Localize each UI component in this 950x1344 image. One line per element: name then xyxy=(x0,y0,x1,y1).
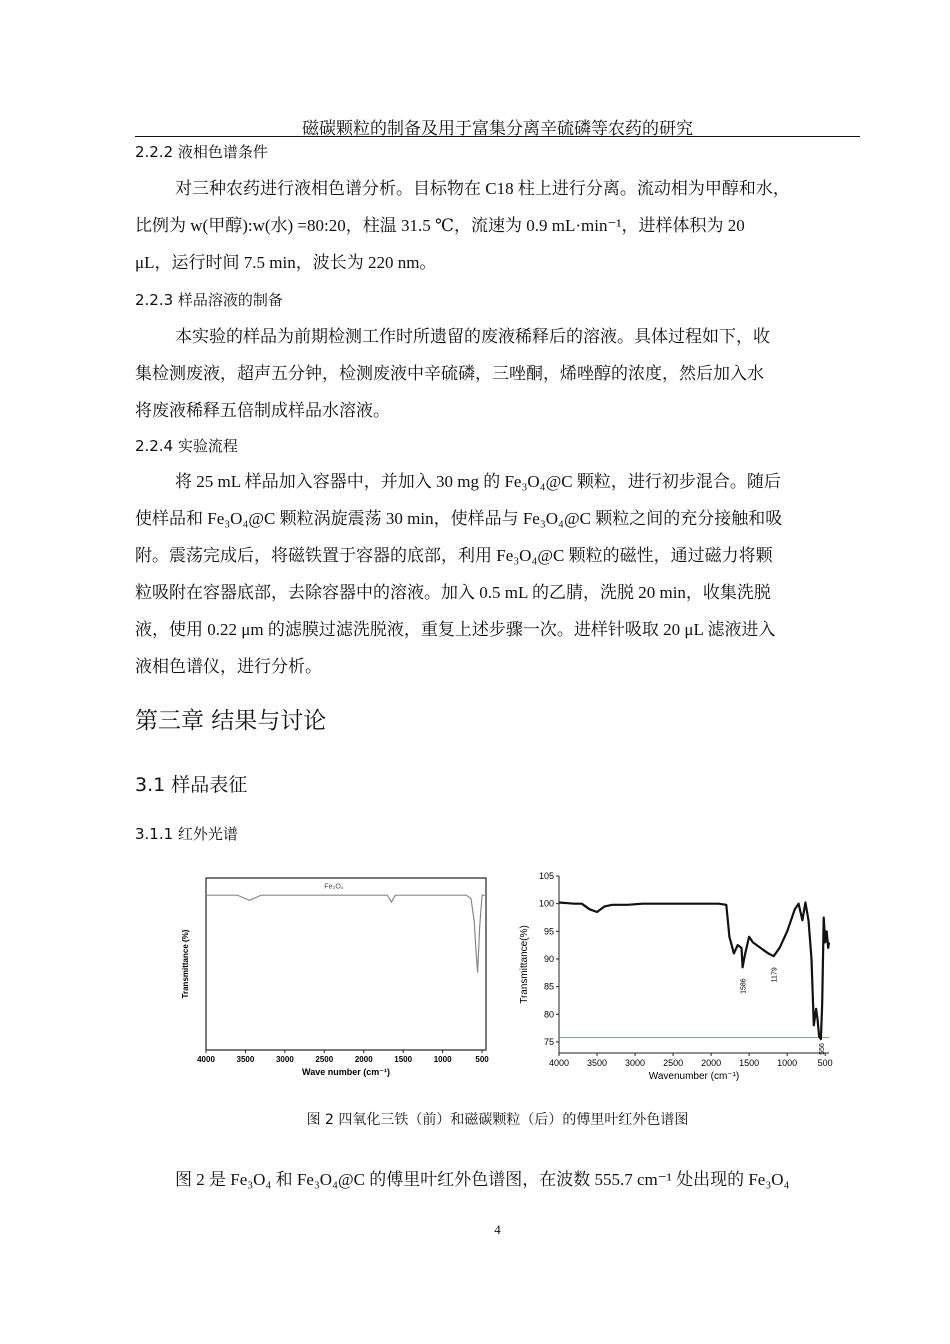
paragraph-2-2-3 xyxy=(135,318,859,429)
ftir-chart-fe3o4 xyxy=(170,868,500,1083)
section-heading-3-1: 3.1 样品表征 xyxy=(135,774,248,796)
paragraph-line: 使样品和 Fe₃O₄@C 颗粒涡旋震荡 30 min，使样品与 Fe₃O₄@C 颗粒之间的充分接触和吸 xyxy=(135,509,783,528)
figure-caption: 图 2 四氧化三铁（前）和磁碳颗粒（后）的傅里叶红外色谱图 xyxy=(306,1112,689,1128)
x-tick-label: 1500 xyxy=(394,1055,413,1064)
chapter-title: 第三章 结果与讨论 xyxy=(135,708,327,734)
paragraph-line: μL，运行时间 7.5 min，波长为 220 nm。 xyxy=(135,253,437,272)
y-axis-label: Transmittance(%) xyxy=(519,925,530,1004)
paragraph-line: 粒吸附在容器底部，去除容器中的溶液。加入 0.5 mL 的乙腈，洗脱 20 min，收集洗脱 xyxy=(135,583,771,602)
paragraph-line: 对三种农药进行液相色谱分析。目标物在 C18 柱上进行分离。流动相为甲醇和水， xyxy=(175,179,790,198)
x-tick-label: 2000 xyxy=(354,1055,373,1064)
y-tick-label: 95 xyxy=(543,926,554,937)
x-tick-label: 3500 xyxy=(236,1055,255,1064)
y-tick-label: 100 xyxy=(538,898,554,909)
x-tick-label: 1000 xyxy=(433,1055,452,1064)
paragraph-figure-discussion xyxy=(135,1161,859,1198)
paragraph-line: 将 25 mL 样品加入容器中，并加入 30 mg 的 Fe₃O₄@C 颗粒，进行初步混合。随后 xyxy=(175,472,781,491)
peak-annotation: 1179 xyxy=(771,967,779,983)
paragraph-line: 本实验的样品为前期检测工作时所遗留的废液稀释后的溶液。具体过程如下，收 xyxy=(175,327,770,346)
x-tick-label: 1500 xyxy=(739,1058,760,1068)
page-number: 4 xyxy=(494,1222,501,1237)
x-tick-label: 4000 xyxy=(548,1058,570,1068)
paragraph-line: 比例为 w(甲醇):w(水) =80:20，柱温 31.5 ℃，流速为 0.9 mL·min⁻¹，进样体积为 20 xyxy=(135,216,745,235)
peak-annotation: 556 xyxy=(818,1043,826,1055)
section-heading-2-2-3: 2.2.3 样品溶液的制备 xyxy=(135,291,283,309)
legend-label: Fe₃O₄ xyxy=(324,883,344,891)
paragraph-line: 液相色谱仪，进行分析。 xyxy=(135,657,322,676)
x-tick-label: 2500 xyxy=(663,1058,684,1068)
y-axis-label: Transmittance (%) xyxy=(181,929,190,999)
section-heading-2-2-2: 2.2.2 液相色谱条件 xyxy=(135,143,268,161)
ftir-chart-fe3o4-c xyxy=(515,866,840,1086)
x-tick-label: 500 xyxy=(817,1058,833,1068)
x-tick-label: 500 xyxy=(475,1055,489,1064)
x-tick-label: 3000 xyxy=(625,1058,646,1068)
header-rule xyxy=(135,136,860,137)
paragraph-line: 图 2 是 Fe₃O₄ 和 Fe₃O₄@C 的傅里叶红外色谱图，在波数 555.7 cm⁻¹ 处出现的 Fe₃O₄ xyxy=(175,1170,790,1189)
paragraph-line: 附。震荡完成后，将磁铁置于容器的底部，利用 Fe₃O₄@C 颗粒的磁性，通过磁力将颗 xyxy=(135,546,773,565)
peak-annotation: 1586 xyxy=(740,978,748,994)
paragraph-line: 集检测废液，超声五分钟，检测废液中辛硫磷，三唑酮，烯唑醇的浓度，然后加入水 xyxy=(135,364,764,383)
section-heading-2-2-4: 2.2.4 实验流程 xyxy=(135,437,238,455)
x-tick-label: 2000 xyxy=(701,1058,722,1068)
x-axis-label: Wavenumber (cm⁻¹) xyxy=(648,1071,740,1082)
y-tick-label: 75 xyxy=(543,1036,554,1047)
paragraph-line: 将废液稀释五倍制成样品水溶液。 xyxy=(135,401,390,420)
x-tick-label: 3500 xyxy=(587,1058,608,1068)
x-tick-label: 1000 xyxy=(777,1058,798,1068)
y-tick-label: 80 xyxy=(543,1009,554,1020)
plot-frame xyxy=(206,878,486,1050)
y-tick-label: 90 xyxy=(543,953,554,964)
y-tick-label: 85 xyxy=(543,981,554,992)
y-tick-label: 105 xyxy=(538,871,554,881)
paragraph-2-2-2 xyxy=(135,170,859,281)
series-line-fe3o4 xyxy=(206,895,486,972)
x-tick-label: 3000 xyxy=(275,1055,294,1064)
running-header: 磁碳颗粒的制备及用于富集分离辛硫磷等农药的研究 xyxy=(302,119,693,138)
section-heading-3-1-1: 3.1.1 红外光谱 xyxy=(135,825,238,843)
x-tick-label: 4000 xyxy=(197,1055,215,1064)
x-axis-label: Wave number (cm⁻¹) xyxy=(302,1067,390,1077)
x-tick-label: 2500 xyxy=(315,1055,334,1064)
paragraph-line: 液，使用 0.22 μm 的滤膜过滤洗脱液，重复上述步骤一次。进样针吸取 20 μL 滤液进入 xyxy=(135,620,776,639)
paragraph-2-2-4 xyxy=(135,463,859,685)
series-line-fe3o4-c xyxy=(559,903,829,1040)
